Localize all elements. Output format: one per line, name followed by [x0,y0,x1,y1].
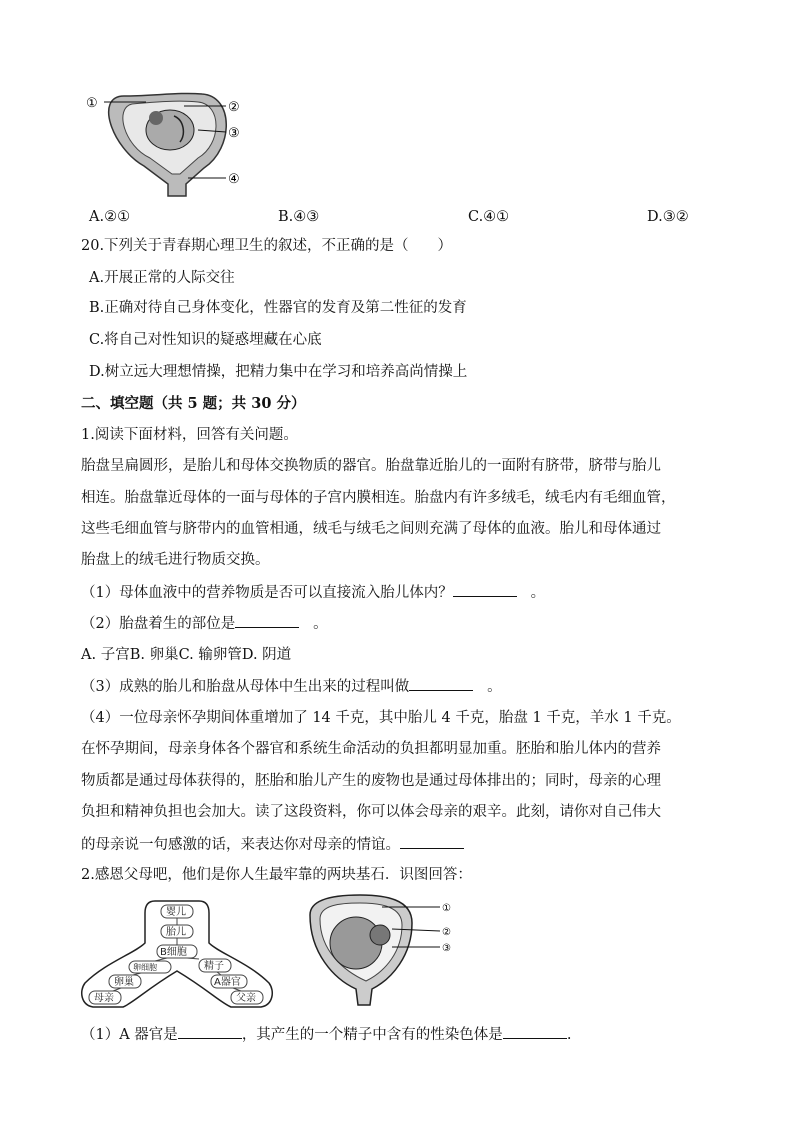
q1-sub2-blank[interactable] [235,613,299,628]
q2-sub1-text-a: （1）A 器官是 [81,1027,178,1043]
q1-sub4-line: 负担和精神负担也会加大。读了这段资料，你可以体会母亲的艰辛。此刻，请你对自己伟大 [81,804,661,820]
q2-sub1-end: . [566,1027,572,1043]
q20-stem: 20.下列关于青春期心理卫生的叙述，不正确的是（ ） [81,238,453,254]
q19-option-a: A.②① [89,209,131,225]
uterus-fetus-figure [84,88,249,200]
q1-sub1-blank[interactable] [453,582,517,597]
figure1-label-4: ④ [228,172,240,187]
q19-option-d: D.③② [647,209,689,225]
q2-sub1-blank-1[interactable] [178,1024,242,1039]
section-title: 二、填空题（共 5 题；共 30 分） [81,395,306,412]
q20-option-c: C.将自己对性知识的疑惑埋藏在心底 [89,332,322,348]
figure3-label-2: ② [442,927,451,938]
q1-sub2-text: （2）胎盘着生的部位是 [81,616,236,632]
diagram-father: 父亲 [236,993,256,1004]
reproduction-diagram [75,893,280,1013]
q20-option-b: B.正确对待自己身体变化，性器官的发育及第二性征的发育 [89,300,467,316]
diagram-a-organ: A器官 [214,977,241,988]
q2-stem: 2.感恩父母吧，他们是你人生最牢靠的两块基石．识图回答： [81,867,472,883]
q2-sub1 [81,1024,571,1045]
q1-passage-line: 胎盘上的绒毛进行物质交换。 [81,552,270,568]
q1-passage-line: 胎盘呈扁圆形，是胎儿和母体交换物质的器官。胎盘靠近胎儿的一面附有脐带，脐带与胎儿 [81,458,661,474]
q1-sub4-line: 物质都是通过母体获得的，胚胎和胎儿产生的废物也是通过母体排出的；同时，母亲的心理 [81,773,661,789]
q1-sub4-last-text: 的母亲说一句感激的话，来表达你对母亲的情谊。 [81,837,400,853]
q1-sub2 [81,613,328,634]
uterus-figure [300,893,465,1008]
q1-sub3-end: 。 [487,679,502,695]
q1-sub3 [81,676,502,697]
q1-sub2-end: 。 [313,616,328,632]
figure3-label-1: ① [442,903,451,914]
q1-passage-line: 这些毛细血管与脐带内的血管相通，绒毛与绒毛之间则充满了母体的血液。胎儿和母体通过 [81,521,661,537]
diagram-b-cell: B细胞 [160,947,187,958]
figure1-label-2: ② [228,100,240,115]
q19-option-b: B.④③ [278,209,320,225]
figure1-label-3: ③ [228,126,240,141]
q2-sub1-text-b: ，其产生的一个精子中含有的性染色体是 [241,1027,503,1043]
diagram-ovary: 卵巢 [114,977,134,988]
figure1-label-1: ① [86,96,98,111]
q1-sub1-text: （1）母体血液中的营养物质是否可以直接流入胎儿体内？ [81,585,453,601]
diagram-mother: 母亲 [94,993,114,1004]
q1-stem: 1.阅读下面材料，回答有关问题。 [81,427,298,443]
q20-option-a: A.开展正常的人际交往 [89,270,235,286]
diagram-sperm: 精子 [204,961,224,972]
q20-option-d: D.树立远大理想情操，把精力集中在学习和培养高尚情操上 [89,364,468,380]
diagram-baby: 婴儿 [166,907,186,918]
q1-sub2-options: A. 子宫B. 卵巢C. 输卵管D. 阴道 [81,647,292,663]
q1-sub3-text: （3）成熟的胎儿和胎盘从母体中生出来的过程叫做 [81,679,410,695]
q1-sub4-line: （4）一位母亲怀孕期间体重增加了 14 千克，其中胎儿 4 千克，胎盘 1 千克，羊水 1 千克。 [81,710,681,726]
q1-sub4-line [81,834,464,855]
q1-sub4-line: 在怀孕期间，母亲身体各个器官和系统生命活动的负担都明显加重。胚胎和胎儿体内的营养 [81,741,661,757]
q1-sub4-blank[interactable] [400,834,464,849]
q1-passage-line: 相连。胎盘靠近母体的一面与母体的子宫内膜相连。胎盘内有许多绒毛，绒毛内有毛细血管， [81,490,676,506]
diagram-egg: 卵细胞 [133,963,157,972]
q19-option-c: C.④① [468,209,510,225]
q1-sub3-blank[interactable] [409,676,473,691]
q1-sub1 [81,582,545,603]
diagram-fetus: 胎儿 [166,927,186,938]
q1-sub1-end: 。 [530,585,546,601]
figure3-label-3: ③ [442,943,451,954]
q2-sub1-blank-2[interactable] [503,1024,567,1039]
